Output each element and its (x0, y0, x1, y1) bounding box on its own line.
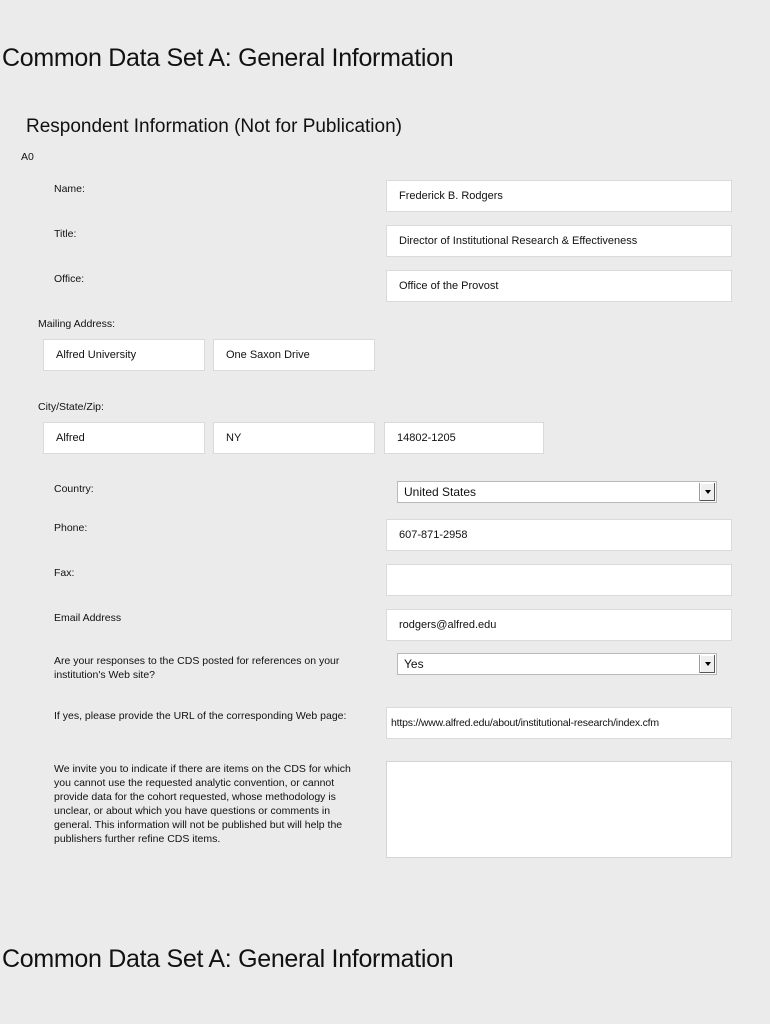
phone-label: Phone: (54, 522, 88, 534)
country-select[interactable] (397, 481, 717, 503)
title-label: Title: (54, 228, 77, 240)
fax-label: Fax: (54, 567, 75, 579)
city-state-zip-label: City/State/Zip: (38, 401, 104, 413)
office-input[interactable]: Office of the Provost (386, 270, 732, 302)
posted-selected-value: Yes (404, 657, 424, 671)
posted-question-label: Are your responses to the CDS posted for references on your institution's Web site? (54, 655, 340, 681)
name-input[interactable]: Frederick B. Rodgers (386, 180, 732, 212)
country-dropdown-arrow-icon[interactable] (699, 483, 715, 501)
email-label: Email Address (54, 612, 122, 624)
country-selected-value: United States (404, 485, 477, 499)
section-code: A0 (21, 151, 34, 163)
name-label: Name: (54, 183, 85, 195)
mailing-address-line1-input[interactable]: Alfred University (43, 339, 205, 371)
mailing-address-line2-input[interactable]: One Saxon Drive (213, 339, 375, 371)
phone-input[interactable]: 607-871-2958 (386, 519, 732, 551)
office-label: Office: (54, 273, 85, 285)
posted-dropdown-arrow-icon[interactable] (699, 655, 715, 673)
posted-select[interactable] (397, 653, 717, 675)
page-title: Common Data Set A: General Information (2, 44, 454, 72)
url-label: If yes, please provide the URL of the corresponding Web page: (54, 710, 347, 722)
email-input[interactable]: rodgers@alfred.edu (386, 609, 732, 641)
country-label: Country: (54, 483, 94, 495)
mailing-address-label: Mailing Address: (38, 318, 116, 330)
footer-page-title: Common Data Set A: General Information (2, 945, 454, 973)
section-heading: Respondent Information (Not for Publication) (26, 116, 402, 137)
zip-input[interactable]: 14802-1205 (384, 422, 544, 454)
url-input[interactable]: https://www.alfred.edu/about/institutional-research/index.cfm (386, 707, 732, 739)
state-input[interactable]: NY (213, 422, 375, 454)
comments-textarea[interactable] (386, 761, 732, 858)
fax-input[interactable] (386, 564, 732, 596)
city-input[interactable]: Alfred (43, 422, 205, 454)
comments-label: We invite you to indicate if there are items on the CDS for which you cannot use the requested analytic convention, or cannot provide data for the cohort requested, whose methodology is unclear, or about which you have questions or comments in general. This information will not be published but will help the publishers further refine CDS items. (54, 763, 351, 845)
title-input[interactable]: Director of Institutional Research & Effectiveness (386, 225, 732, 257)
